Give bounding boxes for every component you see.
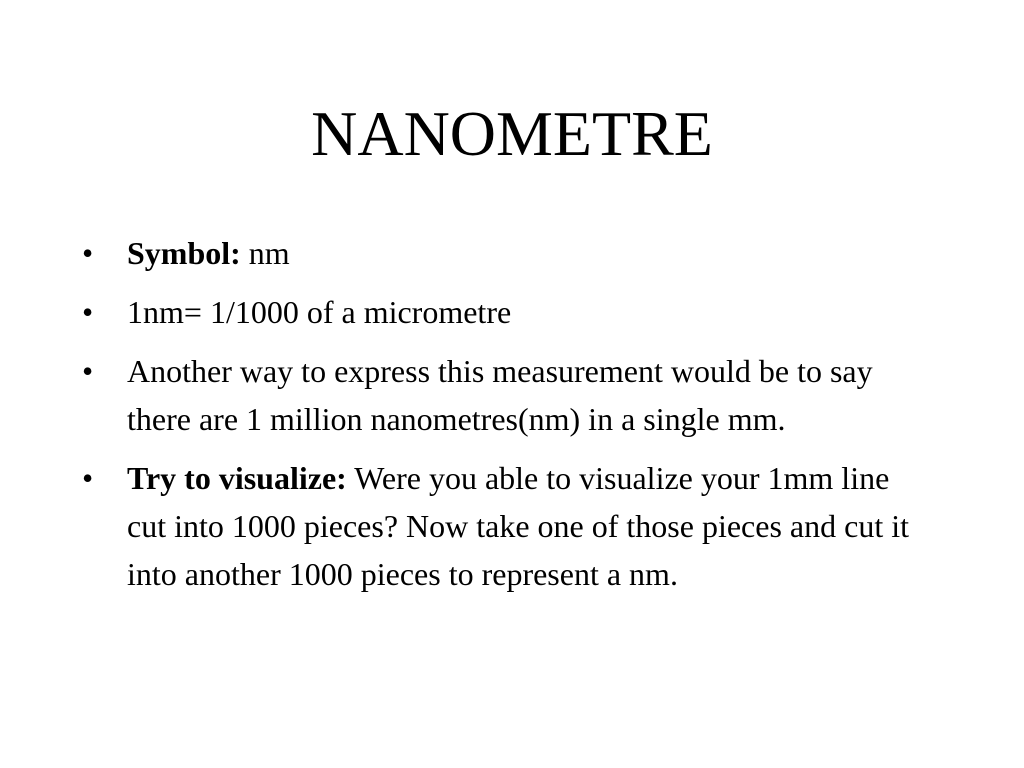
bullet-text: 1nm= 1/1000 of a micrometre xyxy=(127,294,512,330)
bullet-icon: • xyxy=(82,460,94,496)
bullet-icon: • xyxy=(82,235,94,271)
bullet-lead: Symbol: xyxy=(127,235,241,271)
bullet-item-symbol xyxy=(82,229,932,277)
bullet-item-definition xyxy=(82,288,932,336)
bullet-list xyxy=(82,229,932,609)
bullet-text: Were you able to visualize your 1mm line cut into 1000 pieces? Now take one of those pieces and cut it into another 1000 pieces to represent a nm. xyxy=(127,460,909,592)
bullet-icon: • xyxy=(82,353,94,389)
bullet-lead: Try to visualize: xyxy=(127,460,347,496)
slide-title: NANOMETRE xyxy=(311,98,713,169)
bullet-item-visualize xyxy=(82,454,932,598)
bullet-icon: • xyxy=(82,294,94,330)
bullet-text: Another way to express this measurement would be to say there are 1 million nanometres(nm) in a single mm. xyxy=(127,353,873,437)
bullet-item-alternative xyxy=(82,347,932,443)
bullet-text: nm xyxy=(240,235,290,271)
